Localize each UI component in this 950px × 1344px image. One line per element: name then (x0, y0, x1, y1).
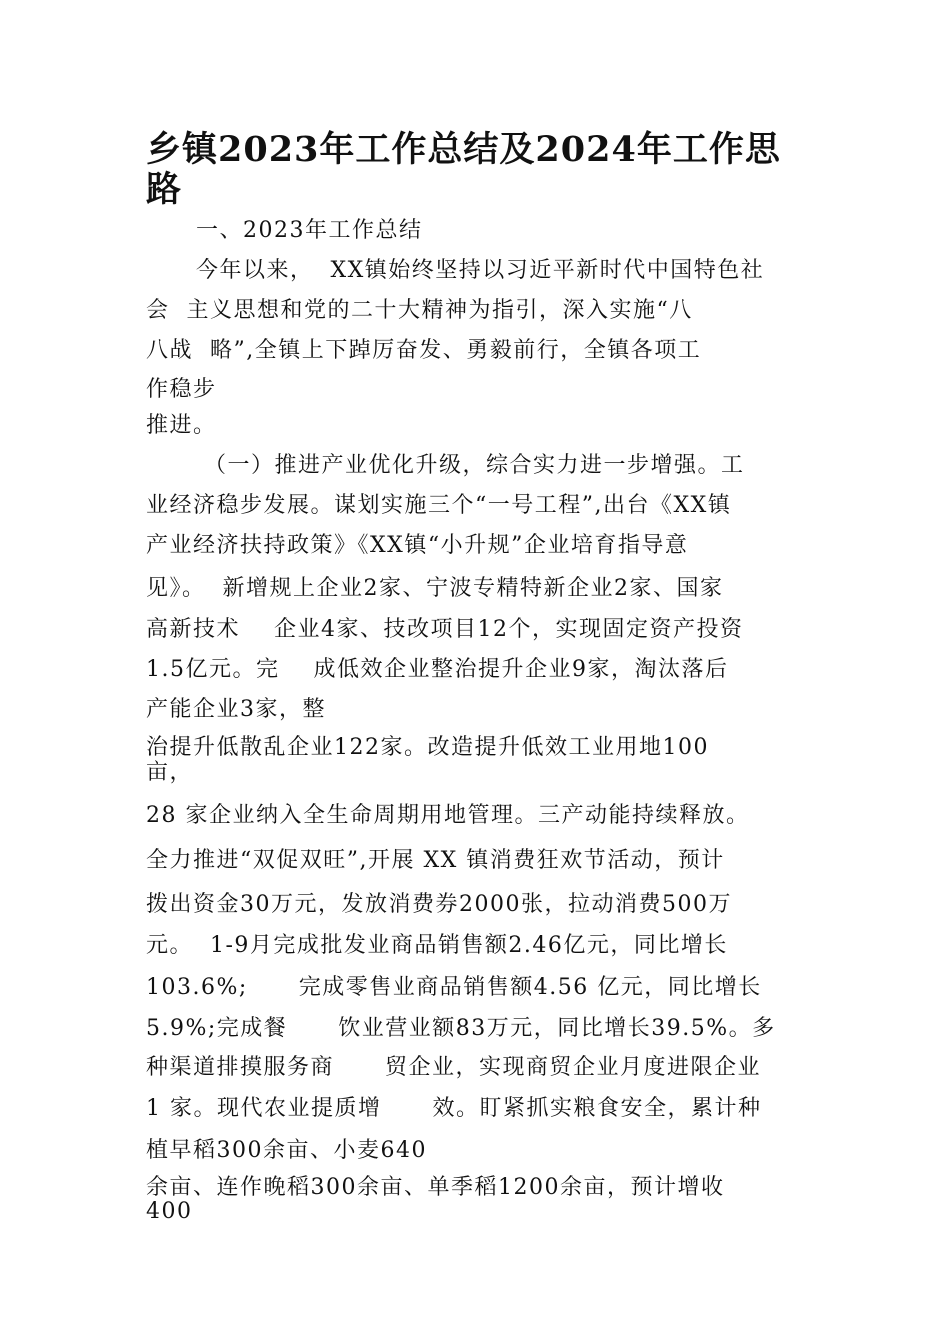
text-line: 种渠道排摸服务商 贸企业，实现商贸企业月度进限企业 (146, 1055, 761, 1080)
text-line: 植早稻300余亩、小麦640 (146, 1138, 427, 1163)
text-line: 今年以来， XX镇始终坚持以习近平新时代中国特色社 (196, 258, 765, 283)
text-line: 亩， (146, 760, 194, 785)
text-line: 全力推进“双促双旺”,开展 XX 镇消费狂欢节活动，预计 (146, 848, 725, 873)
text-line: 会 主义思想和党的二十大精神为指引，深入实施“八 (146, 298, 693, 323)
text-line: 103.6%; 完成零售业商品销售额4.56 亿元，同比增长 (146, 975, 762, 1000)
title-line-2: 路 (146, 169, 183, 210)
text-line: 1.5亿元。完 成低效企业整治提升企业9家，淘汰落后 (146, 657, 729, 682)
text-line: 业经济稳步发展。谋划实施三个“一号工程”,出台《XX镇 (146, 493, 732, 518)
text-line: 推进。 (146, 413, 217, 438)
text-line: 元。 1-9月完成批发业商品销售额2.46亿元，同比增长 (146, 933, 728, 958)
text-line: 产业经济扶持政策》《XX镇“小升规”企业培育指导意 (146, 533, 689, 558)
title-line-1: 乡镇2023年工作总结及2024年工作思 (146, 129, 781, 170)
text-line: 作稳步 (146, 377, 217, 402)
text-line: 见》。 新增规上企业2家、宁波专精特新企业2家、国家 (146, 576, 724, 601)
subsection-heading: （一）推进产业优化升级，综合实力进一步增强。工 (204, 453, 745, 478)
text-line: 5.9%;完成餐 饮业营业额83万元，同比增长39.5%。多 (146, 1016, 776, 1041)
text-line: 余亩、连作晚稻300余亩、单季稻1200余亩，预计增收 (146, 1175, 725, 1200)
text-line: 400 (146, 1199, 193, 1224)
text-line: 治提升低散乱企业122家。改造提升低效工业用地100 (146, 735, 709, 760)
text-line: 产能企业3家，整 (146, 697, 326, 722)
document-title (146, 130, 826, 210)
text-line: 28 家企业纳入全生命周期用地管理。三产动能持续释放。 (146, 803, 750, 828)
text-line: 1 家。现代农业提质增 效。盯紧抓实粮食安全，累计种 (146, 1096, 762, 1121)
text-line: 高新技术 企业4家、技改项目12个，实现固定资产投资 (146, 617, 744, 642)
section-heading: 一、2023年工作总结 (196, 218, 423, 243)
text-line: 八战 略”,全镇上下踔厉奋发、勇毅前行，全镇各项工 (146, 338, 702, 363)
text-line: 拨出资金30万元，发放消费券2000张，拉动消费500万 (146, 892, 732, 917)
